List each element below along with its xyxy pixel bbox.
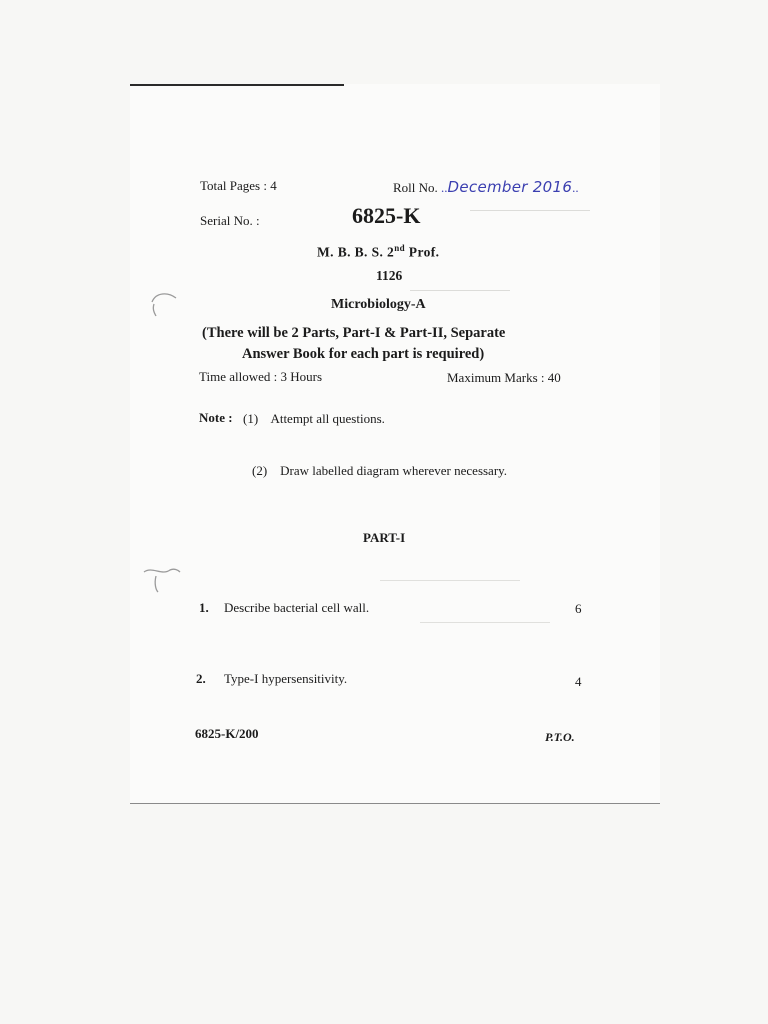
pen-mark-icon: [142, 564, 182, 594]
note-item-1: (1) Attempt all questions.: [243, 411, 385, 426]
subject-title: Microbiology-A: [331, 297, 426, 312]
time-allowed: Time allowed : 3 Hours: [199, 369, 323, 384]
paper-bottom-edge: [130, 803, 660, 804]
question-text: Type-I hypersensitivity.: [224, 671, 348, 686]
bleed-line: [380, 580, 520, 581]
question-number: 2.: [196, 671, 206, 686]
total-pages: Total Pages : 4: [200, 178, 277, 193]
course-name-main: M. B. B. S. 2: [317, 244, 395, 260]
roll-number-label: Roll No.: [393, 180, 438, 195]
part-heading: PART-I: [363, 530, 406, 545]
maximum-marks: Maximum Marks : 40: [447, 370, 561, 385]
course-name-end: Prof.: [405, 244, 440, 260]
instruction-line-1: (There will be 2 Parts, Part-I & Part-II, Separate: [202, 325, 506, 341]
footer-paper-code: 6825-K/200: [195, 726, 259, 741]
paper-top-edge: [130, 84, 344, 86]
course-name-superscript: nd: [394, 243, 406, 253]
paper-code-title: 6825-K: [352, 203, 421, 228]
roll-number-leader: ..: [441, 180, 448, 195]
course-name: [317, 243, 439, 261]
roll-number-handwritten: December 2016: [447, 178, 573, 196]
bleed-line: [420, 622, 550, 623]
question-number: 1.: [199, 600, 209, 615]
roll-number-leader: ..: [572, 180, 579, 195]
pen-mark-icon: [146, 288, 186, 318]
note-label: Note :: [199, 410, 233, 425]
question-marks: 4: [575, 674, 582, 689]
question-text: Describe bacterial cell wall.: [224, 600, 370, 615]
question-marks: 6: [575, 601, 582, 616]
roll-number-field: [393, 178, 579, 196]
footer-pto: P.T.O.: [545, 730, 575, 744]
instruction-line-2: Answer Book for each part is required): [242, 346, 485, 362]
bleed-line: [410, 290, 510, 291]
bleed-line: [470, 210, 590, 211]
note-item-2: (2) Draw labelled diagram wherever necessary.: [252, 463, 508, 478]
serial-number-label: Serial No. :: [200, 213, 260, 228]
subject-code: 1126: [376, 268, 403, 283]
